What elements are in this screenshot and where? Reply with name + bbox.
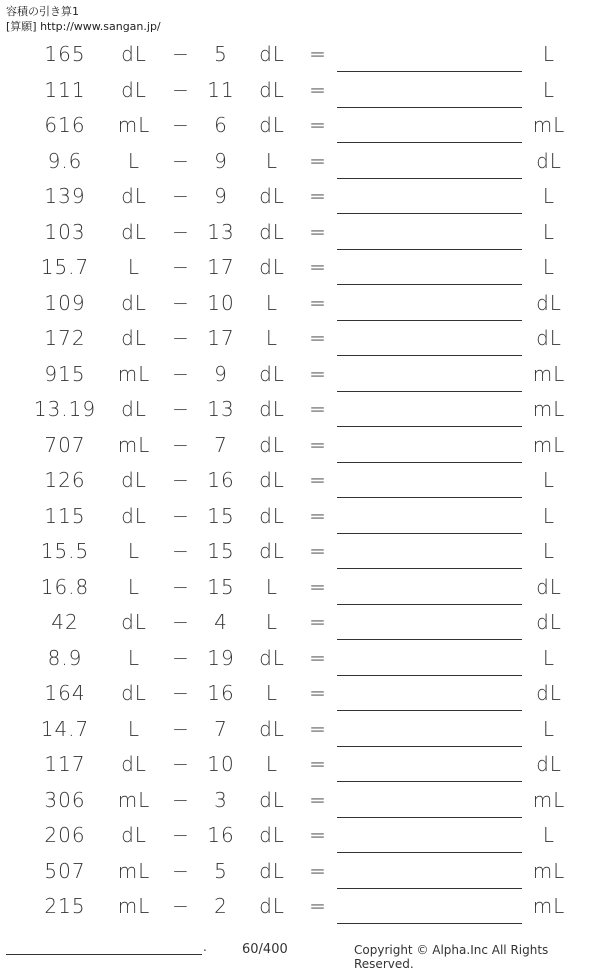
minuend-value: 9.6 xyxy=(47,148,83,173)
problem-row xyxy=(0,890,600,926)
minuend-value: 616 xyxy=(44,113,86,137)
equals-sign: = xyxy=(309,42,327,66)
subtrahend-unit: dL xyxy=(259,645,285,670)
problem-row xyxy=(0,287,600,323)
answer-blank[interactable] xyxy=(337,746,522,747)
minuend-value: 13.19 xyxy=(33,397,97,421)
problem-row xyxy=(0,784,600,820)
answer-blank[interactable] xyxy=(337,355,522,356)
minuend-value: 16.8 xyxy=(40,574,90,599)
minus-sign: − xyxy=(172,610,190,634)
result-unit: L xyxy=(542,219,556,244)
worksheet-header xyxy=(6,4,161,34)
minuend-unit: mL xyxy=(117,113,151,137)
equals-sign: = xyxy=(309,468,327,492)
answer-blank[interactable] xyxy=(337,888,522,889)
minus-sign: − xyxy=(172,681,190,705)
equals-sign: = xyxy=(309,539,327,563)
subtrahend-unit: dL xyxy=(259,397,285,421)
minuend-value: 306 xyxy=(44,787,86,812)
equals-sign: = xyxy=(309,858,327,883)
result-unit: L xyxy=(542,77,556,102)
problem-row xyxy=(0,322,600,358)
minus-sign: − xyxy=(172,77,190,102)
equals-sign: = xyxy=(309,716,327,741)
problem-row xyxy=(0,74,600,110)
minuend-value: 8.9 xyxy=(47,645,83,670)
minuend-value: 172 xyxy=(44,326,86,350)
result-unit: mL xyxy=(532,113,566,137)
minuend-unit: mL xyxy=(117,787,151,812)
problem-row xyxy=(0,251,600,287)
minuend-value: 103 xyxy=(44,219,86,244)
equals-sign: = xyxy=(309,432,327,457)
subtrahend-unit: L xyxy=(265,148,279,173)
subtrahend-value: 19 xyxy=(207,645,235,670)
subtrahend-unit: dL xyxy=(259,503,285,528)
result-unit: mL xyxy=(532,397,566,421)
subtrahend-unit: L xyxy=(265,290,279,315)
minuend-unit: L xyxy=(127,716,141,741)
result-unit: mL xyxy=(532,787,566,812)
name-line-dot: . xyxy=(203,940,207,954)
subtrahend-value: 7 xyxy=(214,716,228,741)
minuend-unit: dL xyxy=(121,752,147,776)
result-unit: dL xyxy=(536,610,562,634)
minuend-value: 206 xyxy=(44,823,86,847)
answer-blank[interactable] xyxy=(337,604,522,605)
answer-blank[interactable] xyxy=(337,178,522,179)
result-unit: L xyxy=(542,468,556,492)
answer-blank[interactable] xyxy=(337,107,522,108)
subtrahend-unit: dL xyxy=(259,361,285,386)
minuend-unit: mL xyxy=(117,432,151,457)
equals-sign: = xyxy=(309,574,327,599)
minus-sign: − xyxy=(172,148,190,173)
problem-row xyxy=(0,855,600,891)
minuend-unit: L xyxy=(127,255,141,279)
subtrahend-value: 7 xyxy=(214,432,228,457)
subtrahend-value: 15 xyxy=(207,503,235,528)
subtrahend-value: 6 xyxy=(214,113,228,137)
problem-row xyxy=(0,606,600,642)
subtrahend-value: 9 xyxy=(214,148,228,173)
minus-sign: − xyxy=(172,752,190,776)
subtrahend-value: 15 xyxy=(207,539,235,563)
answer-blank[interactable] xyxy=(337,710,522,711)
minus-sign: − xyxy=(172,539,190,563)
subtrahend-unit: dL xyxy=(259,539,285,563)
problem-row xyxy=(0,464,600,500)
problem-row xyxy=(0,393,600,429)
subtrahend-unit: dL xyxy=(259,113,285,137)
minuend-value: 117 xyxy=(44,752,86,776)
result-unit: L xyxy=(542,716,556,741)
minuend-value: 15.5 xyxy=(40,539,90,563)
minuend-value: 139 xyxy=(44,184,86,208)
minuend-unit: L xyxy=(127,574,141,599)
minuend-value: 115 xyxy=(44,503,86,528)
minus-sign: − xyxy=(172,113,190,137)
minuend-unit: dL xyxy=(121,610,147,634)
problem-list xyxy=(0,38,600,926)
minus-sign: − xyxy=(172,574,190,599)
answer-blank[interactable] xyxy=(337,249,522,250)
problem-row xyxy=(0,145,600,181)
minus-sign: − xyxy=(172,219,190,244)
equals-sign: = xyxy=(309,290,327,315)
problem-row xyxy=(0,571,600,607)
minuend-value: 165 xyxy=(44,42,86,66)
equals-sign: = xyxy=(309,681,327,705)
minuend-value: 14.7 xyxy=(40,716,90,741)
subtrahend-unit: L xyxy=(265,681,279,705)
result-unit: dL xyxy=(536,681,562,705)
answer-blank[interactable] xyxy=(337,284,522,285)
problem-row xyxy=(0,677,600,713)
subtrahend-value: 11 xyxy=(207,77,235,102)
problem-row xyxy=(0,358,600,394)
subtrahend-unit: L xyxy=(265,752,279,776)
minuend-unit: L xyxy=(127,539,141,563)
problem-row xyxy=(0,713,600,749)
subtrahend-value: 5 xyxy=(214,42,228,66)
minuend-value: 215 xyxy=(44,894,86,918)
equals-sign: = xyxy=(309,77,327,102)
subtrahend-unit: dL xyxy=(259,42,285,66)
result-unit: mL xyxy=(532,858,566,883)
page-number: 60/400 xyxy=(242,942,288,957)
subtrahend-value: 15 xyxy=(207,574,235,599)
minus-sign: − xyxy=(172,290,190,315)
minuend-unit: dL xyxy=(121,503,147,528)
minus-sign: − xyxy=(172,326,190,350)
problem-row xyxy=(0,216,600,252)
result-unit: L xyxy=(542,184,556,208)
answer-blank[interactable] xyxy=(337,923,522,924)
subtrahend-unit: dL xyxy=(259,432,285,457)
source-link[interactable]: [算願] http://www.sangan.jp/ xyxy=(6,20,161,33)
result-unit: L xyxy=(542,255,556,279)
equals-sign: = xyxy=(309,361,327,386)
equals-sign: = xyxy=(309,326,327,350)
minuend-unit: dL xyxy=(121,77,147,102)
subtrahend-unit: L xyxy=(265,574,279,599)
subtrahend-unit: L xyxy=(265,326,279,350)
equals-sign: = xyxy=(309,645,327,670)
answer-blank[interactable] xyxy=(337,391,522,392)
minuend-unit: dL xyxy=(121,42,147,66)
equals-sign: = xyxy=(309,894,327,918)
minus-sign: − xyxy=(172,858,190,883)
minus-sign: − xyxy=(172,823,190,847)
minuend-value: 915 xyxy=(44,361,86,386)
minuend-value: 42 xyxy=(51,610,79,634)
minuend-unit: dL xyxy=(121,326,147,350)
result-unit: mL xyxy=(532,432,566,457)
subtrahend-value: 10 xyxy=(207,290,235,315)
minus-sign: − xyxy=(172,503,190,528)
subtrahend-unit: dL xyxy=(259,77,285,102)
result-unit: mL xyxy=(532,361,566,386)
subtrahend-unit: dL xyxy=(259,184,285,208)
subtrahend-value: 10 xyxy=(207,752,235,776)
problem-row xyxy=(0,109,600,145)
result-unit: dL xyxy=(536,326,562,350)
answer-blank[interactable] xyxy=(337,533,522,534)
worksheet-title: 容積の引き算1 xyxy=(6,5,79,18)
equals-sign: = xyxy=(309,397,327,421)
subtrahend-value: 9 xyxy=(214,361,228,386)
minus-sign: − xyxy=(172,787,190,812)
problem-row xyxy=(0,180,600,216)
subtrahend-unit: dL xyxy=(259,255,285,279)
answer-blank[interactable] xyxy=(337,568,522,569)
answer-blank[interactable] xyxy=(337,142,522,143)
equals-sign: = xyxy=(309,219,327,244)
subtrahend-value: 5 xyxy=(214,858,228,883)
minuend-value: 164 xyxy=(44,681,86,705)
minus-sign: − xyxy=(172,468,190,492)
minuend-value: 707 xyxy=(44,432,86,457)
answer-blank[interactable] xyxy=(337,213,522,214)
result-unit: dL xyxy=(536,290,562,315)
result-unit: L xyxy=(542,539,556,563)
minuend-value: 507 xyxy=(44,858,86,883)
subtrahend-unit: dL xyxy=(259,716,285,741)
minuend-unit: L xyxy=(127,645,141,670)
problem-row xyxy=(0,819,600,855)
subtrahend-unit: L xyxy=(265,610,279,634)
subtrahend-value: 17 xyxy=(207,255,235,279)
minuend-value: 126 xyxy=(44,468,86,492)
answer-blank[interactable] xyxy=(337,781,522,782)
result-unit: dL xyxy=(536,148,562,173)
equals-sign: = xyxy=(309,255,327,279)
subtrahend-value: 3 xyxy=(214,787,228,812)
minuend-value: 109 xyxy=(44,290,86,315)
answer-blank[interactable] xyxy=(337,462,522,463)
minuend-unit: dL xyxy=(121,468,147,492)
subtrahend-unit: dL xyxy=(259,468,285,492)
answer-blank[interactable] xyxy=(337,675,522,676)
minus-sign: − xyxy=(172,397,190,421)
minuend-value: 15.7 xyxy=(40,255,90,279)
answer-blank[interactable] xyxy=(337,320,522,321)
problem-row xyxy=(0,748,600,784)
subtrahend-unit: dL xyxy=(259,787,285,812)
equals-sign: = xyxy=(309,184,327,208)
minuend-unit: L xyxy=(127,148,141,173)
subtrahend-value: 13 xyxy=(207,397,235,421)
problem-row xyxy=(0,429,600,465)
problem-row xyxy=(0,535,600,571)
minuend-unit: mL xyxy=(117,858,151,883)
subtrahend-value: 16 xyxy=(207,681,235,705)
problem-row xyxy=(0,642,600,678)
equals-sign: = xyxy=(309,752,327,776)
equals-sign: = xyxy=(309,503,327,528)
minuend-unit: dL xyxy=(121,290,147,315)
subtrahend-value: 9 xyxy=(214,184,228,208)
problem-row xyxy=(0,38,600,74)
answer-blank[interactable] xyxy=(337,426,522,427)
minuend-unit: dL xyxy=(121,219,147,244)
subtrahend-value: 13 xyxy=(207,219,235,244)
minus-sign: − xyxy=(172,716,190,741)
subtrahend-value: 17 xyxy=(207,326,235,350)
minus-sign: − xyxy=(172,361,190,386)
answer-blank[interactable] xyxy=(337,639,522,640)
result-unit: mL xyxy=(532,894,566,918)
answer-blank[interactable] xyxy=(337,852,522,853)
minus-sign: − xyxy=(172,255,190,279)
minus-sign: − xyxy=(172,894,190,918)
result-unit: dL xyxy=(536,752,562,776)
subtrahend-unit: dL xyxy=(259,219,285,244)
subtrahend-unit: dL xyxy=(259,894,285,918)
result-unit: L xyxy=(542,645,556,670)
minuend-unit: mL xyxy=(117,894,151,918)
answer-blank[interactable] xyxy=(337,817,522,818)
name-line xyxy=(6,954,202,955)
footer xyxy=(0,936,600,971)
minus-sign: − xyxy=(172,645,190,670)
equals-sign: = xyxy=(309,610,327,634)
subtrahend-unit: dL xyxy=(259,823,285,847)
subtrahend-value: 2 xyxy=(214,894,228,918)
result-unit: L xyxy=(542,42,556,66)
minuend-unit: dL xyxy=(121,823,147,847)
minus-sign: − xyxy=(172,42,190,66)
answer-blank[interactable] xyxy=(337,71,522,72)
subtrahend-value: 16 xyxy=(207,468,235,492)
equals-sign: = xyxy=(309,113,327,137)
problem-row xyxy=(0,500,600,536)
minuend-unit: dL xyxy=(121,681,147,705)
minuend-unit: mL xyxy=(117,361,151,386)
equals-sign: = xyxy=(309,787,327,812)
subtrahend-unit: dL xyxy=(259,858,285,883)
subtrahend-value: 4 xyxy=(214,610,228,634)
subtrahend-value: 16 xyxy=(207,823,235,847)
minuend-value: 111 xyxy=(44,77,86,102)
minuend-unit: dL xyxy=(121,184,147,208)
equals-sign: = xyxy=(309,823,327,847)
copyright: Copyright © Alpha.Inc All Rights Reserved. xyxy=(354,943,549,971)
result-unit: L xyxy=(542,823,556,847)
equals-sign: = xyxy=(309,148,327,173)
result-unit: dL xyxy=(536,574,562,599)
result-unit: L xyxy=(542,503,556,528)
minuend-unit: dL xyxy=(121,397,147,421)
minus-sign: − xyxy=(172,432,190,457)
minus-sign: − xyxy=(172,184,190,208)
answer-blank[interactable] xyxy=(337,497,522,498)
